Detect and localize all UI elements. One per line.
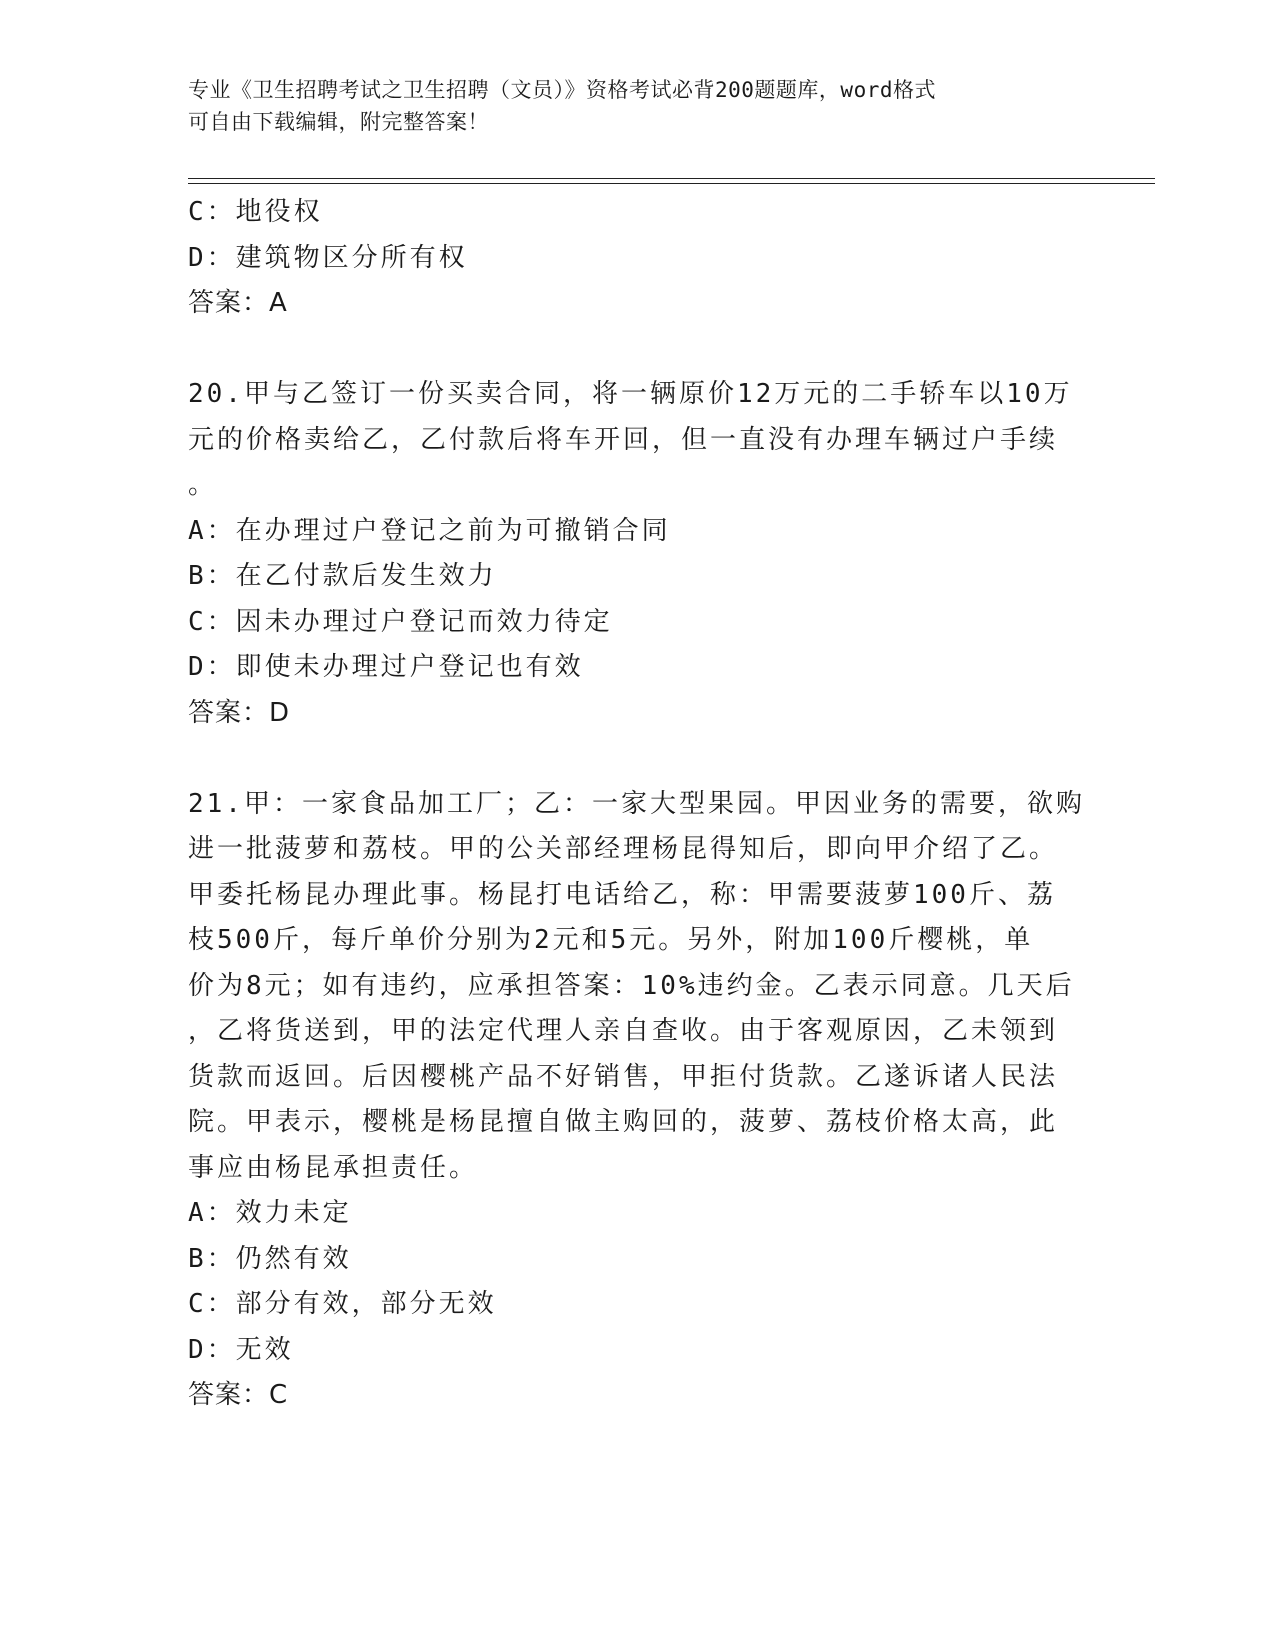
q21-stem-line-7: 货款而返回。后因樱桃产品不好销售，甲拒付货款。乙遂诉诸人民法 (188, 1061, 1059, 1092)
q21-stem-line-8: 院。甲表示，樱桃是杨昆擅自做主购回的，菠萝、荔枝价格太高，此 (188, 1107, 1059, 1137)
q20-answer: 答案：D (188, 697, 291, 728)
q20-option-a: A：在办理过户登记之前为可撤销合同 (188, 515, 671, 546)
q21-option-b: B：仍然有效 (188, 1243, 352, 1274)
q21-answer: 答案：C (188, 1380, 289, 1410)
q21-option-a: A：效力未定 (188, 1198, 352, 1228)
q20-stem-line-1: 20.甲与乙签订一份买卖合同，将一辆原价12万元的二手轿车以10万 (188, 379, 1073, 409)
q21-stem-line-3: 甲委托杨昆办理此事。杨昆打电话给乙，称：甲需要菠萝100斤、荔 (188, 879, 1056, 910)
header-rule-bottom (188, 183, 1155, 184)
q19-option-d: D：建筑物区分所有权 (188, 242, 468, 273)
q21-stem-line-4: 枝500斤，每斤单价分别为2元和5元。另外，附加100斤樱桃，单 (188, 925, 1034, 955)
q21-stem-line-9: 事应由杨昆承担责任。 (188, 1152, 479, 1183)
question-content (188, 190, 1088, 1419)
q21-stem-line-6: ，乙将货送到，甲的法定代理人亲自查收。由于客观原因，乙未领到 (188, 1016, 1059, 1046)
question-20 (188, 372, 1088, 736)
q21-option-c: C：部分有效，部分无效 (188, 1289, 497, 1319)
spacer (188, 736, 1088, 782)
question-21 (188, 782, 1088, 1419)
header-rule-top (188, 178, 1155, 179)
spacer (188, 327, 1088, 373)
q20-option-b: B：在乙付款后发生效力 (188, 561, 497, 591)
q20-option-c: C：因未办理过户登记而效力待定 (188, 606, 613, 637)
q21-stem-line-1: 21.甲：一家食品加工厂；乙：一家大型果园。甲因业务的需要，欲购 (188, 788, 1085, 819)
q21-stem-line-5: 价为8元；如有违约，应承担答案：10%违约金。乙表示同意。几天后 (188, 970, 1075, 1001)
q19-answer: 答案：A (188, 288, 288, 318)
document-header (188, 74, 1068, 138)
header-line-1: 专业《卫生招聘考试之卫生招聘（文员）》资格考试必背200题题库，word格式 (188, 78, 936, 102)
q21-option-d: D：无效 (188, 1334, 294, 1365)
q21-stem-line-2: 进一批菠萝和荔枝。甲的公关部经理杨昆得知后，即向甲介绍了乙。 (188, 834, 1059, 864)
header-line-2: 可自由下载编辑，附完整答案！ (188, 110, 489, 134)
q19-option-c: C：地役权 (188, 197, 323, 227)
q20-stem-line-2: 元的价格卖给乙，乙付款后将车开回，但一直没有办理车辆过户手续 (188, 424, 1059, 455)
q20-option-d: D：即使未办理过户登记也有效 (188, 652, 584, 682)
q20-stem-line-3: 。 (188, 470, 218, 500)
